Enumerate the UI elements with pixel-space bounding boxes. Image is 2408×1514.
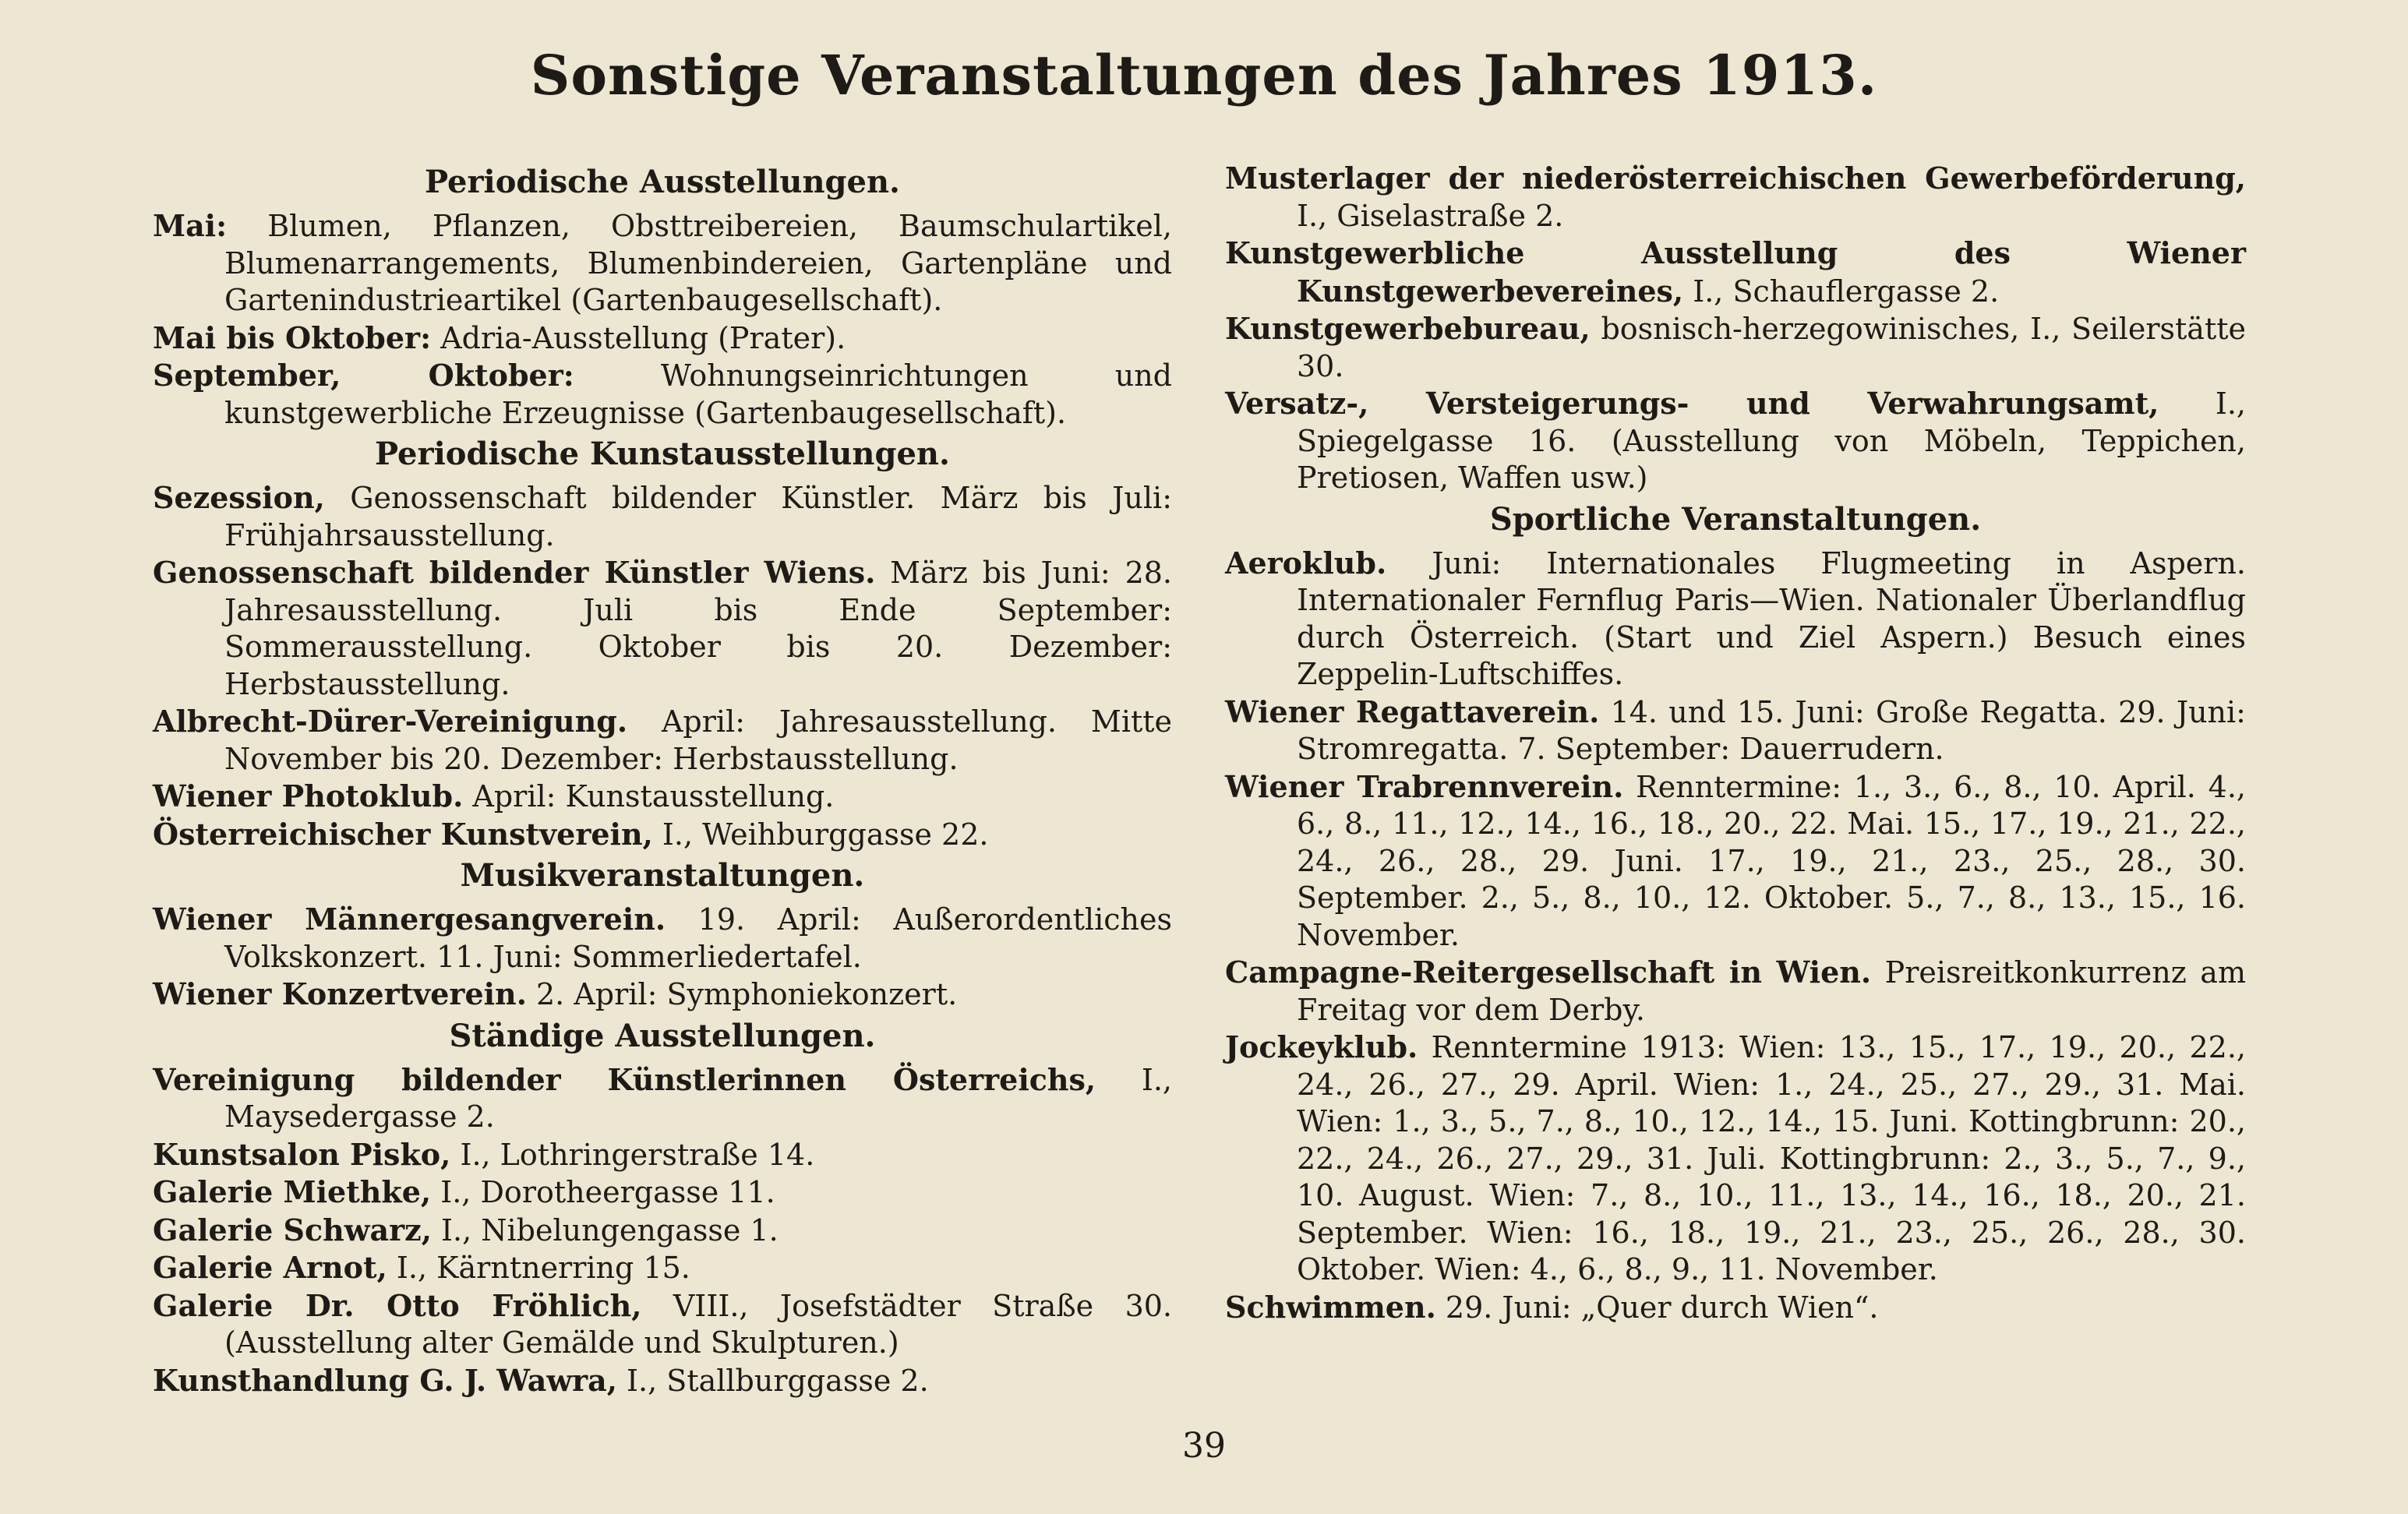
entry	[1225, 385, 2246, 497]
entry-text: 19. April: Außerordentliches Volkskonzert. 11. Juni: Sommerliedertafel.	[224, 902, 1172, 974]
entry-name: Genossenschaft bildender Künstler Wiens.	[153, 555, 876, 590]
entry	[153, 357, 1172, 432]
entry-text: bosnisch-herzegowinisches, I., Seilerstätte 30.	[1297, 312, 2246, 383]
entry-name: Versatz-, Versteigerungs- und Verwahrungsamt,	[1225, 386, 2159, 421]
entry-text: I., Dorotheergasse 11.	[431, 1175, 775, 1209]
section	[1225, 500, 2246, 1327]
entry-name: Schwimmen.	[1225, 1289, 1436, 1325]
entry-text: I., Giselastraße 2.	[1297, 198, 1564, 233]
entry	[1225, 693, 2246, 768]
entry	[153, 479, 1172, 554]
entry-name: Campagne-Reitergesellschaft in Wien.	[1225, 955, 1872, 990]
entry-name: Kunsthandlung G. J. Wawra,	[153, 1362, 617, 1398]
page-number: 39	[1182, 1426, 1226, 1466]
entry-text: I., Kärntnerring 15.	[387, 1251, 690, 1285]
entry-name: Österreichischer Kunstverein,	[153, 816, 653, 852]
entry-name: Jockeyklub.	[1225, 1029, 1418, 1064]
entry-name: September, Oktober:	[153, 358, 574, 393]
entry	[153, 1136, 1172, 1174]
entry-text: I., Stallburggasse 2.	[616, 1363, 929, 1398]
entry-name: Galerie Miethke,	[153, 1174, 432, 1209]
section-heading: Ständige Ausstellungen.	[449, 1017, 876, 1054]
entry-name: Wiener Trabrennverein.	[1225, 768, 1624, 804]
entry-text: Wohnungseinrichtungen und kunstgewerbliche Erzeugnisse (Gartenbaugesellschaft).	[224, 358, 1173, 430]
entry	[1225, 954, 2246, 1029]
entry-name: Sezession,	[153, 480, 325, 515]
left-column	[153, 160, 1172, 1399]
entry	[153, 901, 1172, 976]
entry-text: März bis Juni: 28. Jahresausstellung. Juli bis Ende September: Sommerausstellung. Oktober bis 20. Dezember: Herbstausstellung.	[224, 556, 1173, 701]
entry-text: Genossenschaft bildender Künstler. März bis Juli: Frühjahrsausstellung.	[224, 481, 1172, 552]
entry	[153, 1287, 1172, 1362]
entry-text: Juni: Internationales Flugmeeting in Aspern. Internationaler Fernflug Paris—Wien. Nationaler Überlandflug durch Österreich. (Start und Ziel Aspern.) Besuch eines Zeppelin-Luftschiffes.	[1297, 545, 2246, 691]
entry-name: Galerie Dr. Otto Fröhlich,	[153, 1287, 642, 1323]
entry-name: Kunstgewerbliche Ausstellung des Wiener Kunstgewerbevereines,	[1225, 235, 2246, 309]
entry-text: VIII., Josefstädter Straße 30. (Ausstellung alter Gemälde und Skulpturen.)	[224, 1288, 1173, 1360]
entry-text: April: Kunstausstellung.	[463, 779, 835, 813]
entry-name: Galerie Schwarz,	[153, 1212, 432, 1248]
entry-text: I., Spiegelgasse 16. (Ausstellung von Möbeln, Teppichen, Pretiosen, Waffen usw.)	[1297, 386, 2246, 495]
entry-text: 14. und 15. Juni: Große Regatta. 29. Juni: Stromregatta. 7. September: Dauerrudern.	[1297, 694, 2246, 766]
entry-text: Preisreitkonkurrenz am Freitag vor dem Derby.	[1297, 955, 2246, 1027]
entry-text: Renntermine 1913: Wien: 13., 15., 17., 19., 20., 22., 24., 26., 27., 29. April. Wien: 1., 24., 25., 27., 29., 31. Mai. Wien: 1., 3., 5., 7., 8., 10., 12., 14., 15. Juni. Kottingbrunn: 20., 22., 24., 26., 27., 29., 31. Juli. Kottingbrunn: 2., 3., 5., 7., 9., 10. August. Wien: 7., 8., 10., 11., 13., 14., 16., 18., 20., 21. September. Wien: 16., 18., 19., 21., 23., 25., 26., 28., 30. Oktober. Wien: 4., 6., 8., 9., 11. November.	[1297, 1030, 2246, 1286]
entry-text: I., Schauflergasse 2.	[1683, 274, 2000, 309]
entry-name: Aeroklub.	[1225, 545, 1387, 581]
entry	[1225, 160, 2246, 235]
entry-name: Mai bis Oktober:	[153, 319, 432, 355]
entry-name: Galerie Arnot,	[153, 1250, 387, 1285]
entry	[153, 207, 1172, 319]
entry	[1225, 310, 2246, 385]
entry	[153, 703, 1172, 778]
entry-text: 29. Juni: „Quer durch Wien“.	[1435, 1290, 1879, 1325]
section	[153, 856, 1172, 1014]
entry	[153, 554, 1172, 703]
section-heading: Musikveranstaltungen.	[460, 857, 865, 894]
entry	[153, 1212, 1172, 1250]
section-heading: Periodische Ausstellungen.	[425, 164, 900, 200]
entry-text: I., Nibelungengasse 1.	[431, 1212, 779, 1248]
entry-name: Mai:	[153, 208, 228, 243]
entry	[153, 1249, 1172, 1287]
page-title: Sonstige Veranstaltungen des Jahres 1913.	[530, 43, 1878, 108]
entry-text: I., Weihburggasse 22.	[652, 817, 989, 852]
entry-name: Wiener Konzertverein.	[153, 976, 527, 1011]
entry	[1225, 1029, 2246, 1289]
section	[1225, 160, 2246, 497]
entry-name: Kunstgewerbebureau,	[1225, 311, 1591, 346]
entry-name: Musterlager der niederösterreichischen Gewerbeförderung,	[1225, 161, 2246, 196]
entry	[1225, 768, 2246, 955]
entry	[153, 1362, 1172, 1400]
entry-text: I., Lothringerstraße 14.	[450, 1137, 815, 1172]
entry-text: Renntermine: 1., 3., 6., 8., 10. April. 4., 6., 8., 11., 12., 14., 16., 18., 20., 22. Mai. 15., 17., 19., 21., 22., 24., 26., 28., 29. Juni. 17., 19., 21., 23., 25., 28., 30. September. 2., 5., 8., 10., 12. Oktober. 5., 7., 8., 13., 15., 16. November.	[1297, 769, 2246, 952]
entry-name: Wiener Männergesangverein.	[153, 902, 666, 937]
entry-text: 2. April: Symphoniekonzert.	[526, 977, 958, 1011]
entry-text: Blumen, Pflanzen, Obsttreibereien, Baumschulartikel, Blumenarrangements, Blumenbindereien, Gartenpläne und Gartenindustrieartikel (Gartenbaugesellschaft).	[224, 209, 1172, 317]
entry-text: I., Maysedergasse 2.	[224, 1062, 1173, 1134]
entry	[153, 1173, 1172, 1212]
section-heading: Periodische Kunstausstellungen.	[375, 436, 950, 472]
section	[153, 1017, 1172, 1400]
entry-text: April: Jahresausstellung. Mitte November bis 20. Dezember: Herbstausstellung.	[224, 704, 1172, 776]
entry	[153, 319, 1172, 358]
entry-name: Wiener Regattaverein.	[1225, 693, 1600, 729]
entry-name: Wiener Photoklub.	[153, 778, 464, 813]
entry	[1225, 235, 2246, 310]
section	[153, 435, 1172, 853]
entry	[1225, 545, 2246, 693]
entry-name: Vereinigung bildender Künstlerinnen Österreichs,	[153, 1061, 1096, 1097]
entry	[153, 1061, 1172, 1136]
entry-name: Kunstsalon Pisko,	[153, 1136, 451, 1172]
entry-name: Albrecht-Dürer-Vereinigung.	[153, 704, 628, 739]
entry	[153, 816, 1172, 854]
entry	[153, 976, 1172, 1014]
section	[153, 163, 1172, 432]
entry-text: Adria-Ausstellung (Prater).	[431, 320, 846, 355]
section-heading: Sportliche Veranstaltungen.	[1489, 500, 1982, 538]
entry	[1225, 1289, 2246, 1327]
entry	[153, 778, 1172, 816]
right-column	[1225, 160, 2246, 1326]
